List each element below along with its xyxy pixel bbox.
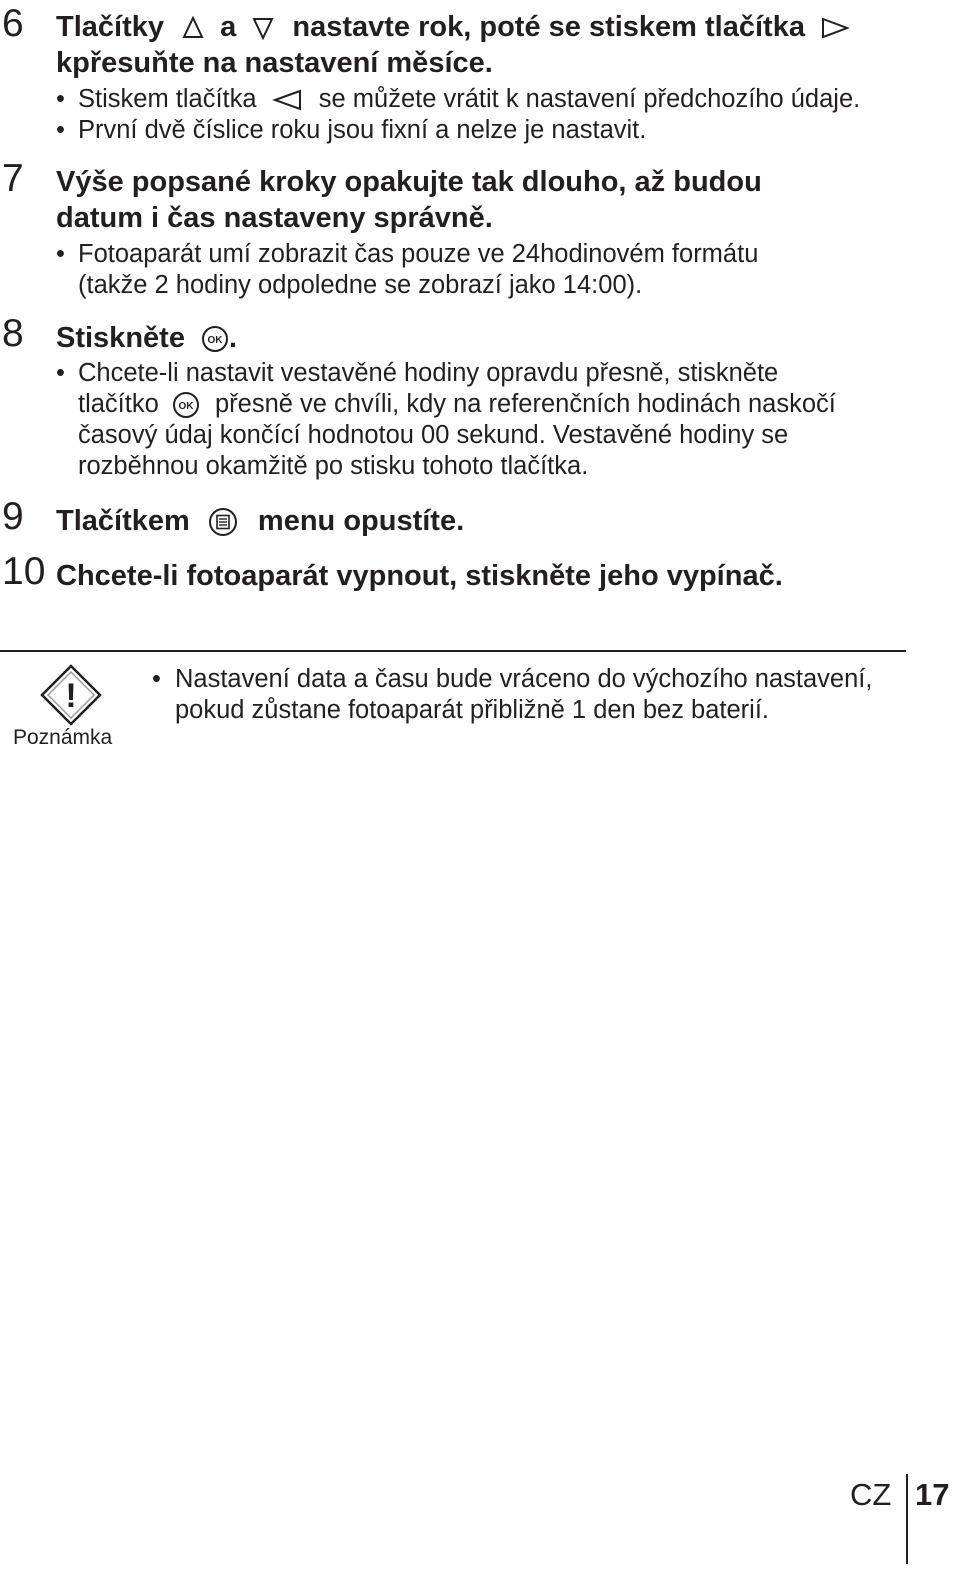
step-heading: Chcete-li fotoaparát vypnout, stiskněte jeho vypínač. — [56, 560, 783, 592]
note-line: Nastavení data a času bude vráceno do výchozího nastavení, — [175, 665, 873, 693]
footer-language: CZ — [850, 1477, 892, 1512]
step-heading: Výše popsané kroky opakujte tak dlouho, až budou — [56, 166, 762, 198]
footer-divider — [906, 1474, 908, 1564]
warning-icon — [40, 664, 102, 731]
step-number: 8 — [2, 312, 24, 355]
ok-icon-label: OK — [178, 401, 194, 413]
step-number: 6 — [2, 2, 24, 45]
section-divider — [0, 650, 906, 652]
page-number: 17 — [915, 1477, 950, 1512]
ok-button-icon — [172, 391, 200, 419]
note-line: pokud zůstane fotoaparát přibližně 1 den bez baterií. — [175, 696, 769, 724]
left-arrow-icon — [272, 89, 302, 111]
step-heading: Tlačítky a nastavte rok, poté se stiskem tlačítka — [56, 9, 849, 45]
step-number: 10 — [2, 550, 46, 593]
up-arrow-icon — [182, 16, 204, 40]
menu-button-icon — [208, 507, 238, 537]
step-number: 7 — [2, 157, 24, 200]
step-heading: Stiskněte OK . — [56, 322, 238, 354]
step-heading: Tlačítkem menu opustíte. — [56, 505, 465, 537]
right-arrow-icon — [821, 17, 849, 39]
step-heading-line2: kpřesuňte na nastavení měsíce. — [56, 47, 493, 79]
step-heading-line2: datum i čas nastaveny správně. — [56, 202, 493, 234]
warning-icon-mark: ! — [65, 677, 77, 715]
ok-button-icon — [201, 325, 229, 353]
down-arrow-icon — [252, 16, 274, 40]
note-label: Poznámka — [13, 726, 113, 749]
ok-icon-label: OK — [207, 335, 223, 347]
step-number: 9 — [2, 495, 24, 538]
